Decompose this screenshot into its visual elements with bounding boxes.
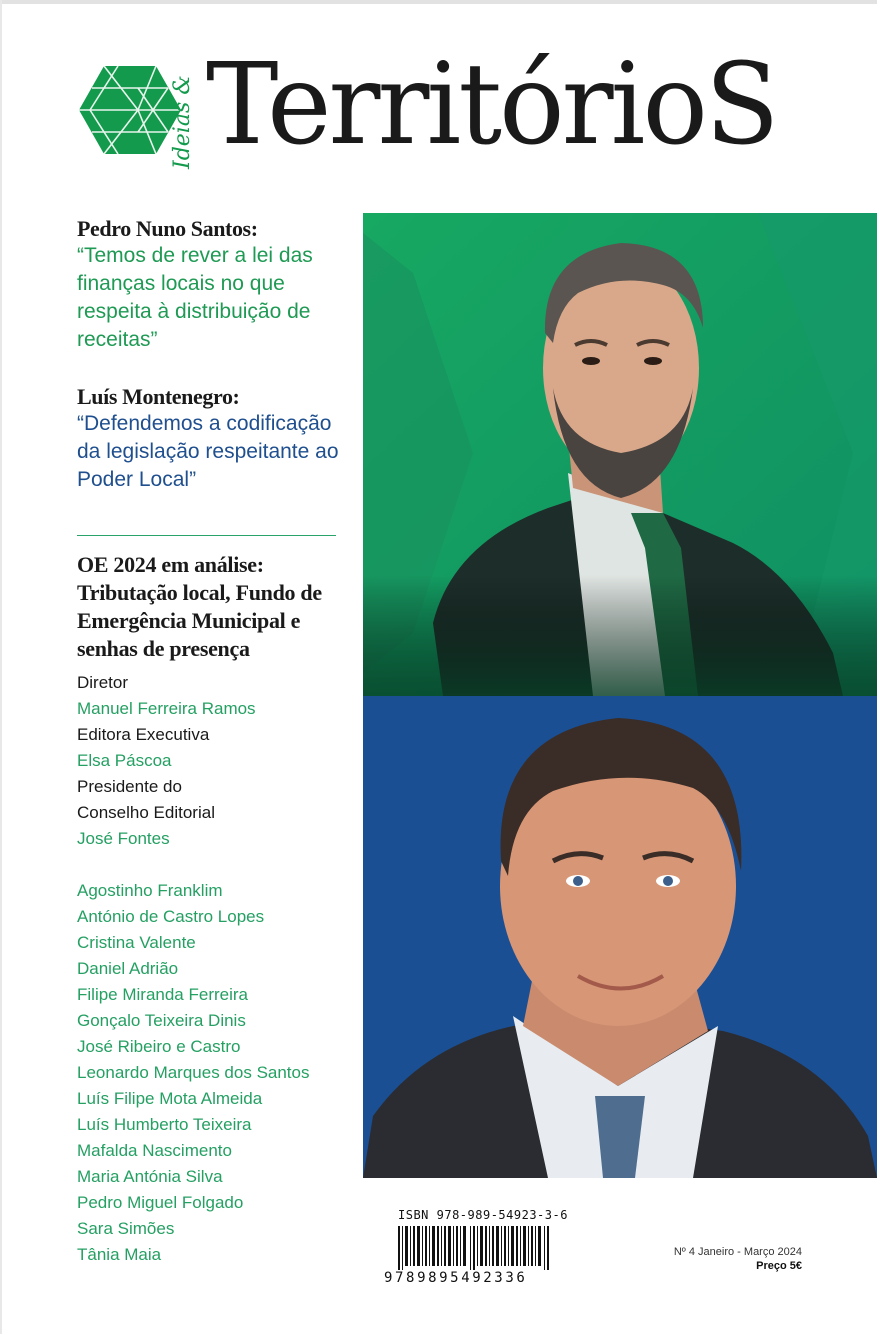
president-label-2: Conselho Editorial bbox=[77, 803, 215, 822]
contributor: Daniel Adrião bbox=[77, 959, 179, 978]
contributor: Luís Humberto Teixeira bbox=[77, 1115, 252, 1134]
top-border bbox=[0, 0, 877, 4]
issue-info bbox=[674, 1245, 802, 1273]
divider-line bbox=[77, 535, 336, 536]
contributor: Filipe Miranda Ferreira bbox=[77, 985, 248, 1004]
issue-number-date: Nº 4 Janeiro - Março 2024 bbox=[673, 1246, 802, 1258]
contributor: José Ribeiro e Castro bbox=[77, 1037, 241, 1056]
president-label-1: Presidente do bbox=[77, 777, 182, 796]
contributor: Agostinho Franklim bbox=[77, 881, 223, 900]
left-border bbox=[0, 0, 2, 1334]
contributor: Pedro Miguel Folgado bbox=[77, 1193, 244, 1212]
director-label: Diretor bbox=[77, 673, 129, 692]
ideias-script bbox=[170, 66, 196, 172]
photo-pedro-nuno-santos bbox=[363, 213, 877, 696]
article-1-quote: “Temos de rever a lei das finanças locais no que respeita à distribuição de receitas” bbox=[77, 244, 313, 351]
contributor: Gonçalo Teixeira Dinis bbox=[77, 1011, 246, 1030]
editor-label: Editora Executiva bbox=[77, 725, 210, 744]
feature-headline bbox=[77, 551, 347, 663]
contributor: António de Castro Lopes bbox=[77, 907, 265, 926]
feature-line-4: senhas de presença bbox=[77, 636, 250, 661]
president-name: José Fontes bbox=[77, 829, 170, 848]
masthead-logo bbox=[78, 40, 808, 170]
editor-name: Elsa Páscoa bbox=[77, 751, 172, 770]
contributor: Mafalda Nascimento bbox=[77, 1141, 232, 1160]
masthead-title: TerritórioS bbox=[206, 40, 777, 170]
isbn-label: ISBN 978-989-54923-3-6 bbox=[398, 1208, 568, 1222]
portrait-illustration-1 bbox=[363, 213, 877, 696]
article-1-name: Pedro Nuno Santos: bbox=[77, 216, 258, 241]
feature-line-2: Tributação local, Fundo de bbox=[77, 580, 322, 605]
director-name: Manuel Ferreira Ramos bbox=[77, 699, 256, 718]
feature-line-3: Emergência Municipal e bbox=[77, 608, 301, 633]
article-2 bbox=[77, 384, 347, 494]
ideias-text: Ideias & bbox=[170, 75, 195, 169]
hexagon-logo-icon bbox=[78, 64, 182, 156]
contributor: Tânia Maia bbox=[77, 1245, 162, 1264]
contributor: Maria Antónia Silva bbox=[77, 1167, 223, 1186]
issue-price: Preço 5€ bbox=[756, 1260, 802, 1272]
article-1 bbox=[77, 216, 347, 354]
contributor: Leonardo Marques dos Santos bbox=[77, 1063, 310, 1082]
portrait-illustration-2 bbox=[363, 696, 877, 1178]
contributor: Cristina Valente bbox=[77, 933, 196, 952]
contributor: Sara Simões bbox=[77, 1219, 175, 1238]
photo-luis-montenegro bbox=[363, 696, 877, 1178]
staff-credits bbox=[77, 670, 347, 852]
feature-line-1: OE 2024 em análise: bbox=[77, 552, 264, 577]
article-2-name: Luís Montenegro: bbox=[77, 384, 240, 409]
barcode-icon bbox=[398, 1226, 550, 1270]
article-2-quote: “Defendemos a codificação da legislação respeitante ao Poder Local” bbox=[77, 412, 339, 491]
barcode-digits: 9789895492336 bbox=[384, 1270, 528, 1286]
contributor: Luís Filipe Mota Almeida bbox=[77, 1089, 263, 1108]
contributors-list bbox=[77, 878, 347, 1268]
